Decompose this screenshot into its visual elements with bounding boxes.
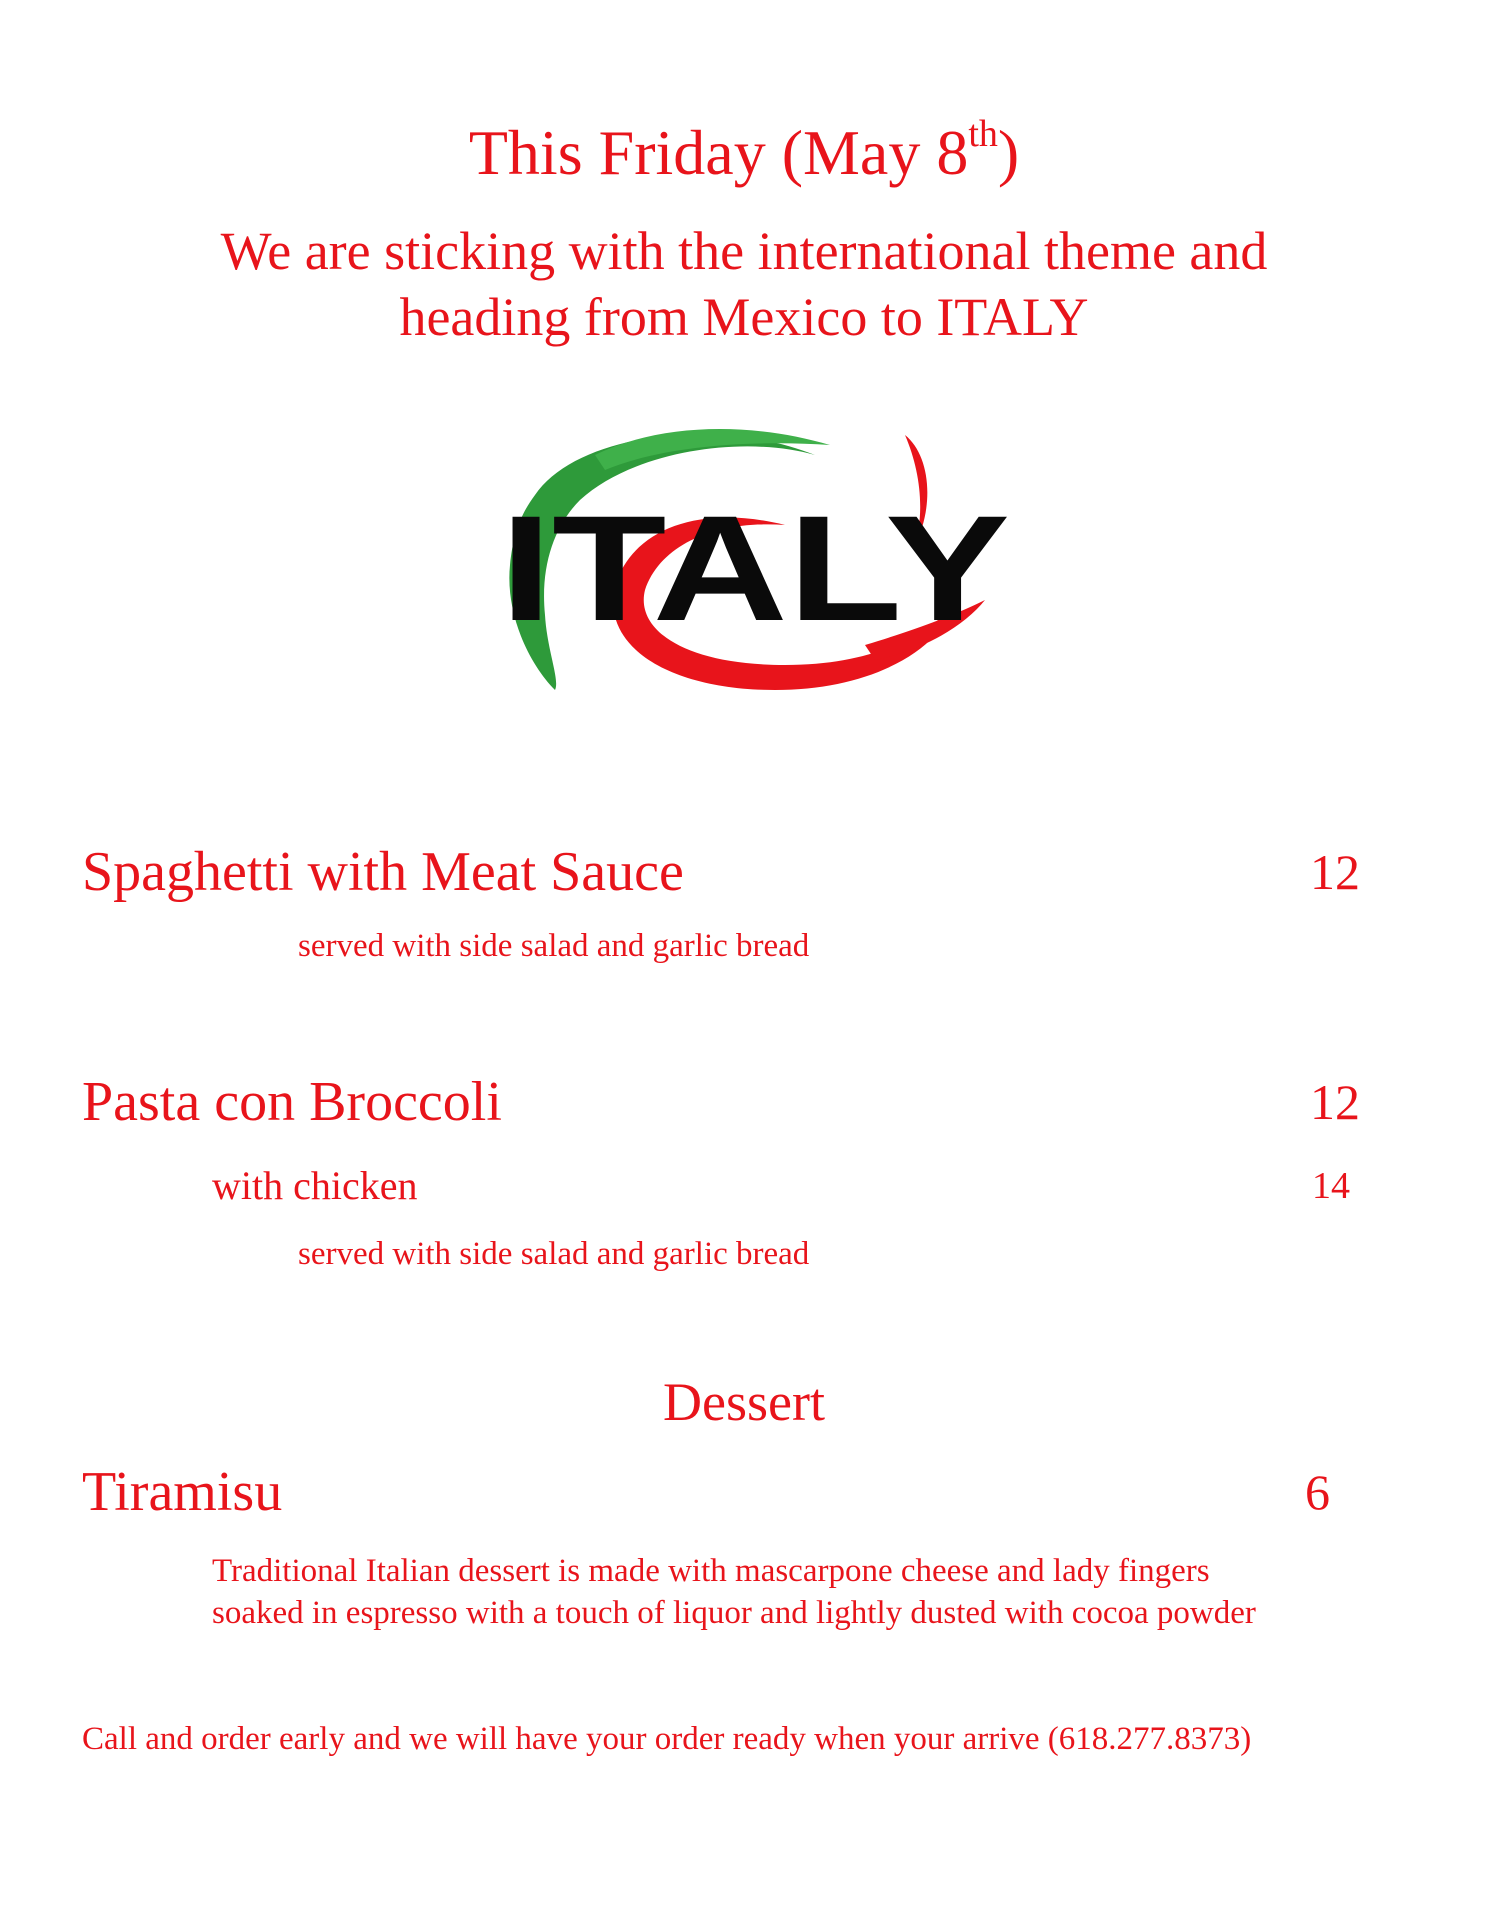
item-tiramisu-price: 6: [1305, 1464, 1330, 1520]
subtitle-line-2: heading from Mexico to ITALY: [399, 287, 1089, 347]
title-superscript: th: [968, 112, 998, 155]
dessert-heading: Dessert: [663, 1372, 825, 1432]
logo-text: ITALY: [500, 484, 1010, 652]
item-spaghetti-price: 12: [1310, 844, 1360, 900]
item-pasta-price: 12: [1310, 1074, 1360, 1130]
subtitle: [0, 218, 1488, 350]
item-tiramisu-name: Tiramisu: [82, 1461, 283, 1523]
item-pasta-option: with chicken: [212, 1163, 418, 1208]
item-pasta-option-price: 14: [1312, 1165, 1350, 1207]
item-spaghetti-note: served with side salad and garlic bread: [298, 928, 810, 964]
italy-logo: [485, 415, 1015, 705]
title-text: This Friday (May 8: [468, 117, 969, 188]
page-title: [0, 112, 1488, 191]
title-close: ): [997, 117, 1020, 188]
item-spaghetti-name: Spaghetti with Meat Sauce: [82, 841, 684, 903]
subtitle-line-1: We are sticking with the international theme and: [220, 221, 1268, 281]
item-tiramisu-desc: [212, 1550, 1256, 1634]
tiramisu-desc-line-1: Traditional Italian dessert is made with mascarpone cheese and lady fingers: [212, 1553, 1210, 1589]
tiramisu-desc-line-2: soaked in espresso with a touch of liquor and lightly dusted with cocoa powder: [212, 1595, 1256, 1631]
item-pasta-note: served with side salad and garlic bread: [298, 1236, 810, 1272]
footer-call-to-order: Call and order early and we will have your order ready when your arrive (618.277.8373): [82, 1721, 1252, 1757]
item-pasta-name: Pasta con Broccoli: [82, 1071, 502, 1133]
